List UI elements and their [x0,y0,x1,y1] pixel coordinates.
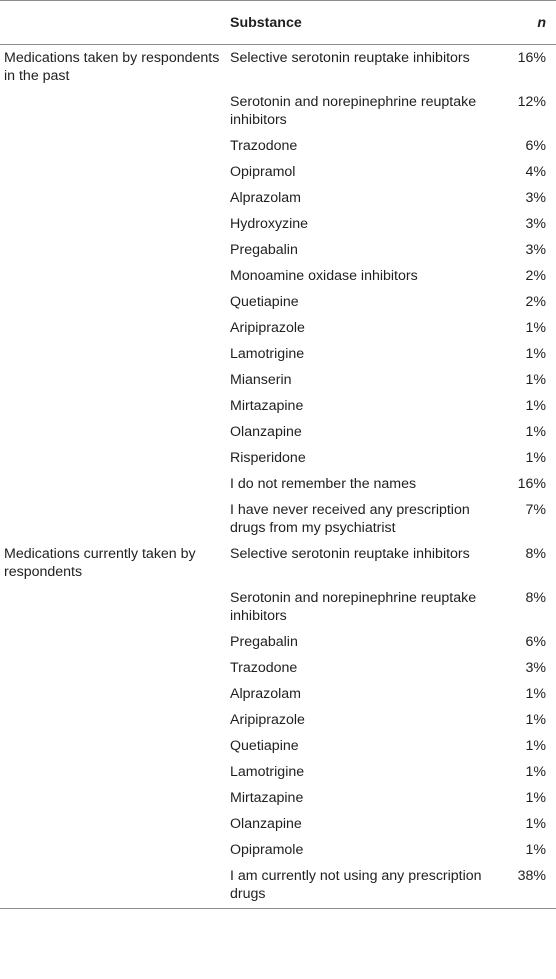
table-row [0,655,556,681]
substance-cell: Trazodone [230,660,298,676]
table-row [0,585,556,629]
n-value-cell: 1% [525,424,546,440]
category-cell-empty [0,393,230,419]
n-value-cell: 1% [525,346,546,362]
substance-cell: Lamotrigine [230,764,305,780]
category-cell-empty [0,89,230,133]
substance-cell: I am currently not using any prescription drugs [230,868,482,902]
substance-cell: Risperidone [230,450,306,466]
table-row [0,419,556,445]
n-value-cell: 12% [517,94,546,110]
n-value-cell: 3% [525,660,546,676]
n-value-cell: 1% [525,372,546,388]
substance-cell: Opipramole [230,842,304,858]
table-row [0,629,556,655]
substance-cell: Aripiprazole [230,712,305,728]
n-value-cell: 6% [525,634,546,650]
category-cell-empty [0,585,230,629]
substance-cell: I have never received any prescription drugs from my psychiatrist [230,502,470,536]
substance-cell: Monoamine oxidase inhibitors [230,268,418,284]
substance-cell: Pregabalin [230,634,298,650]
table-row [0,785,556,811]
n-value-cell: 1% [525,764,546,780]
category-cell: Medications currently taken by respondents [4,546,196,580]
table-row [0,811,556,837]
n-value-cell: 1% [525,450,546,466]
category-cell-empty [0,445,230,471]
category-cell-empty [0,133,230,159]
table-row [0,367,556,393]
n-value-cell: 2% [525,294,546,310]
substance-cell: Olanzapine [230,424,302,440]
table-row [0,393,556,419]
table-row [0,263,556,289]
category-cell-empty [0,315,230,341]
category-cell-empty [0,289,230,315]
n-value-cell: 3% [525,216,546,232]
table-body [0,45,556,909]
header-n: n [502,1,556,45]
category-cell-empty [0,367,230,393]
category-cell-empty [0,785,230,811]
substance-cell: Selective serotonin reuptake inhibitors [230,546,470,562]
n-value-cell: 1% [525,320,546,336]
header-category [0,1,230,45]
substance-cell: Serotonin and norepinephrine reuptake inhibitors [230,94,477,128]
table-row [0,497,556,541]
category-cell-empty [0,211,230,237]
category-cell-empty [0,629,230,655]
substance-cell: Pregabalin [230,242,298,258]
table-row [0,541,556,585]
category-cell-empty [0,341,230,367]
table-row [0,133,556,159]
n-value-cell: 8% [525,590,546,606]
table-row [0,237,556,263]
table-row [0,707,556,733]
header-row [0,1,556,45]
substance-cell: Trazodone [230,138,298,154]
substance-cell: Alprazolam [230,190,301,206]
category-cell-empty [0,759,230,785]
substance-cell: Mirtazapine [230,398,304,414]
n-value-cell: 3% [525,190,546,206]
category-cell-empty [0,263,230,289]
category-cell-empty [0,497,230,541]
n-value-cell: 1% [525,712,546,728]
table-row [0,341,556,367]
category-cell-empty [0,471,230,497]
table-row [0,445,556,471]
n-value-cell: 3% [525,242,546,258]
substance-cell: Hydroxyzine [230,216,309,232]
n-value-cell: 2% [525,268,546,284]
n-value-cell: 38% [517,868,546,884]
n-value-cell: 8% [525,546,546,562]
n-value-cell: 1% [525,738,546,754]
header-substance: Substance [230,1,502,45]
table-row [0,89,556,133]
table-row [0,681,556,707]
category-cell-empty [0,419,230,445]
category-cell: Medications taken by respondents in the past [4,50,220,84]
substance-cell: Aripiprazole [230,320,305,336]
table-row [0,863,556,909]
table-row [0,289,556,315]
n-value-cell: 1% [525,790,546,806]
substance-cell: Opipramol [230,164,296,180]
category-cell-empty [0,159,230,185]
n-value-cell: 4% [525,164,546,180]
n-value-cell: 6% [525,138,546,154]
substance-cell: Quetiapine [230,294,299,310]
n-value-cell: 16% [517,476,546,492]
substance-cell: Alprazolam [230,686,301,702]
table-row [0,211,556,237]
table-row [0,159,556,185]
category-cell-empty [0,185,230,211]
table-row [0,471,556,497]
category-cell-empty [0,733,230,759]
n-value-cell: 1% [525,398,546,414]
substance-cell: Mianserin [230,372,292,388]
n-value-cell: 16% [517,50,546,66]
substance-cell: Serotonin and norepinephrine reuptake inhibitors [230,590,477,624]
table-row [0,315,556,341]
table-row [0,759,556,785]
n-value-cell: 1% [525,686,546,702]
n-value-cell: 7% [525,502,546,518]
table-header [0,1,556,45]
substance-cell: Olanzapine [230,816,302,832]
n-value-cell: 1% [525,842,546,858]
category-cell-empty [0,237,230,263]
substance-cell: I do not remember the names [230,476,417,492]
substance-cell: Mirtazapine [230,790,304,806]
category-cell-empty [0,837,230,863]
substance-cell: Selective serotonin reuptake inhibitors [230,50,470,66]
table-row [0,185,556,211]
category-cell-empty [0,655,230,681]
substance-cell: Lamotrigine [230,346,305,362]
table-row [0,45,556,90]
table-row [0,733,556,759]
category-cell-empty [0,811,230,837]
substance-cell: Quetiapine [230,738,299,754]
category-cell-empty [0,681,230,707]
category-cell-empty [0,707,230,733]
table-row [0,837,556,863]
category-cell-empty [0,863,230,909]
n-value-cell: 1% [525,816,546,832]
